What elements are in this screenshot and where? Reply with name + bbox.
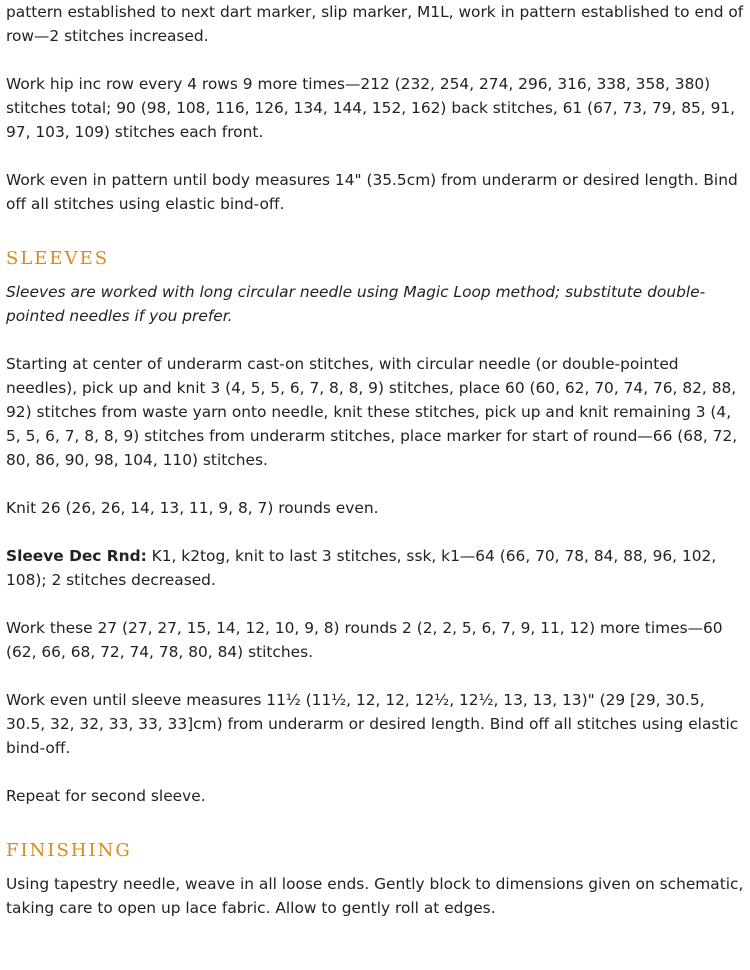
sleeves-heading: SLEEVES	[6, 248, 110, 269]
sleeves-paragraph-5: Repeat for second sleeve.	[6, 787, 206, 805]
body-paragraph-3: Work even in pattern until body measures 14" (35.5cm) from underarm or desired length. Bind off all stitches using elastic bind-off.	[6, 171, 738, 213]
body-paragraph-1: pattern established to next dart marker, slip marker, M1L, work in pattern established to end of row—2 stitches increased.	[6, 3, 744, 45]
finishing-heading: FINISHING	[6, 840, 132, 861]
sleeves-intro: Sleeves are worked with long circular needle using Magic Loop method; substitute double-pointed needles if you prefer.	[6, 283, 706, 325]
sleeve-dec-label: Sleeve Dec Rnd:	[6, 547, 147, 565]
finishing-paragraph-1: Using tapestry needle, weave in all loose ends. Gently block to dimensions given on schematic, taking care to open up lace fabric. Allow to gently roll at edges.	[6, 875, 744, 917]
pattern-page	[6, 0, 744, 920]
sleeves-paragraph-2: Knit 26 (26, 26, 14, 13, 11, 9, 8, 7) rounds even.	[6, 499, 379, 517]
sleeve-dec-text: K1, k2tog, knit to last 3 stitches, ssk, k1—64 (66, 70, 78, 84, 88, 96, 102, 108); 2 stitches decreased.	[6, 547, 717, 589]
sleeves-paragraph-1: Starting at center of underarm cast-on stitches, with circular needle (or double-pointed needles), pick up and knit 3 (4, 5, 5, 6, 7, 8, 8, 9) stitches, place 60 (60, 62, 70, 74, 76, 82, 88, 92) stitches from waste yarn onto needle, knit these stitches, pick up and knit remaining 3 (4, 5, 5, 6, 7, 8, 8, 9) stitches from underarm stitches, place marker for start of round—66 (68, 72, 80, 86, 90, 98, 104, 110) stitches.	[6, 355, 738, 469]
sleeves-paragraph-4: Work even until sleeve measures 11½ (11½, 12, 12, 12½, 12½, 13, 13, 13)" (29 [29, 30.5, 30.5, 32, 32, 33, 33, 33]cm) from underarm or desired length. Bind off all stitches using elastic bind-off.	[6, 691, 739, 757]
body-paragraph-2: Work hip inc row every 4 rows 9 more times—212 (232, 254, 274, 296, 316, 338, 358, 380) stitches total; 90 (98, 108, 116, 126, 134, 144, 152, 162) back stitches, 61 (67, 73, 79, 85, 91, 97, 103, 109) stitches each front.	[6, 75, 736, 141]
sleeve-dec-paragraph	[6, 544, 744, 592]
sleeves-paragraph-3: Work these 27 (27, 27, 15, 14, 12, 10, 9, 8) rounds 2 (2, 2, 5, 6, 7, 9, 11, 12) more times—60 (62, 66, 68, 72, 74, 78, 80, 84) stitches.	[6, 619, 723, 661]
